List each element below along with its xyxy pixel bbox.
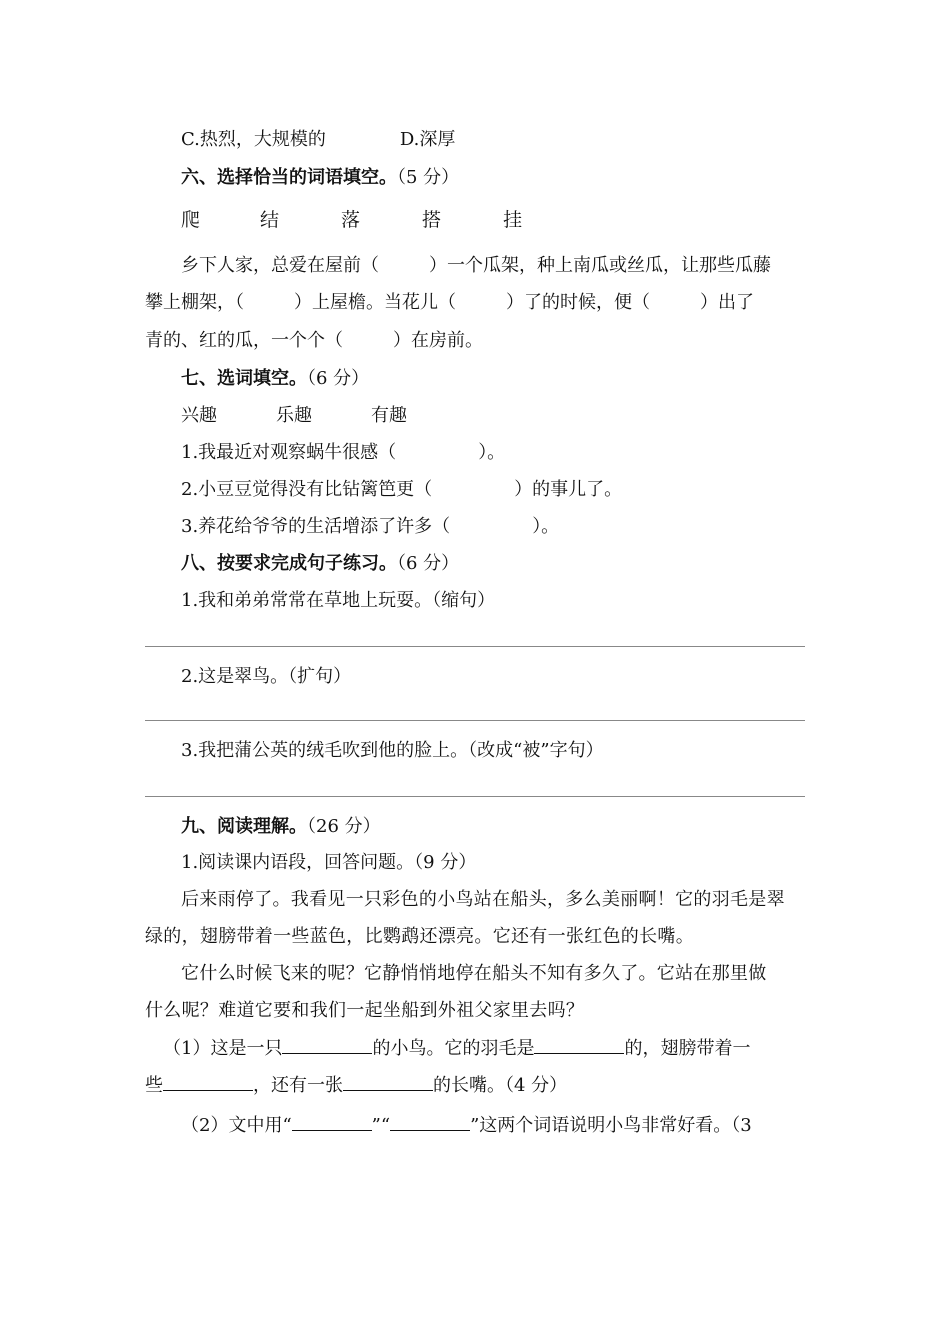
- reading-question-1-line-1: [163, 1035, 750, 1062]
- question-text: 的小鸟。它的羽毛是: [372, 1038, 535, 1059]
- underline-blank[interactable]: [282, 1035, 372, 1054]
- question-text: 的长嘴。（4 分）: [433, 1075, 568, 1096]
- passage-text: ）一个瓜架，种上南瓜或丝瓜，让那些瓜藤: [429, 255, 771, 276]
- passage-text: ）出了: [700, 292, 754, 313]
- reading-question-1-line-2: [145, 1072, 567, 1099]
- question-text: 1.我最近对观察蜗牛很感（: [181, 442, 397, 463]
- underline-blank[interactable]: [292, 1112, 372, 1131]
- section-7-word-bank: [181, 403, 407, 429]
- option-d: D.深厚: [399, 129, 456, 150]
- section-9-score: （26 分）: [307, 816, 381, 837]
- passage-text: 攀上棚架，（: [145, 292, 244, 313]
- section-6-score: （5 分）: [397, 167, 460, 188]
- section-9-title: 九、阅读理解。: [181, 816, 307, 837]
- section-7-score: （6 分）: [307, 368, 370, 389]
- passage-text: 乡下人家，总爱在屋前（: [181, 255, 379, 276]
- word-bank-item: 兴趣: [181, 405, 217, 426]
- section-6-word-bank: [181, 207, 522, 233]
- word-bank-item: 有趣: [371, 405, 407, 426]
- section-7-title: 七、选词填空。: [181, 368, 307, 389]
- section-6-passage-line-1: [181, 253, 771, 279]
- option-c: C.热烈，大规模的: [181, 129, 326, 150]
- section-6-heading: [181, 165, 459, 191]
- question-text: 的，翅膀带着一: [624, 1038, 751, 1059]
- answer-line[interactable]: [145, 646, 805, 647]
- section-7-question-2: [181, 477, 622, 503]
- word-bank-item: 落: [341, 209, 361, 231]
- reading-passage-line: 它什么时候飞来的呢？它静悄悄地停在船头不知有多久了。它站在那里做: [181, 963, 767, 984]
- question-text: ）。: [532, 516, 560, 537]
- passage-text: ）了的时候，便（: [506, 292, 650, 313]
- word-bank-item: 爬: [181, 209, 201, 231]
- section-7-heading: [181, 366, 369, 392]
- word-bank-item: 乐趣: [276, 405, 312, 426]
- underline-blank[interactable]: [163, 1072, 253, 1091]
- section-8-question-3: 3.我把蒲公英的绒毛吹到他的脸上。（改成“被”字句）: [181, 740, 604, 761]
- question-text: 2.小豆豆觉得没有比钻篱笆更（: [181, 479, 433, 500]
- underline-blank[interactable]: [390, 1112, 470, 1131]
- section-6-passage-line-3: [145, 328, 483, 354]
- section-9-heading: [181, 814, 381, 840]
- section-7-question-3: [181, 514, 559, 540]
- underline-blank[interactable]: [343, 1072, 433, 1091]
- section-7-question-1: [181, 440, 505, 466]
- passage-text: 青的、红的瓜，一个个（: [145, 330, 343, 351]
- reading-passage-line: 绿的，翅膀带着一些蓝色，比鹦鹉还漂亮。它还有一张红色的长嘴。: [145, 926, 694, 947]
- section-8-question-2: 2.这是翠鸟。（扩句）: [181, 666, 352, 687]
- question-text: （1）这是一只: [163, 1038, 283, 1059]
- question-text: 些: [145, 1075, 163, 1096]
- word-bank-item: 结: [260, 209, 280, 231]
- underline-blank[interactable]: [534, 1035, 624, 1054]
- option-c-d-row: [181, 127, 455, 153]
- question-text: ，还有一张: [253, 1075, 343, 1096]
- word-bank-item: 搭: [422, 209, 442, 231]
- reading-passage-line: 后来雨停了。我看见一只彩色的小鸟站在船头，多么美丽啊！它的羽毛是翠: [181, 889, 785, 910]
- passage-text: ）上屋檐。当花儿（: [294, 292, 456, 313]
- section-8-heading: [181, 551, 459, 577]
- section-8-title: 八、按要求完成句子练习。: [181, 553, 397, 574]
- question-text: ）的事儿了。: [514, 479, 623, 500]
- section-9-subquestion-1: 1.阅读课内语段，回答问题。（9 分）: [181, 852, 477, 873]
- question-text: ）。: [478, 442, 506, 463]
- reading-question-2: [181, 1112, 752, 1139]
- section-8-question-1: 1.我和弟弟常常在草地上玩耍。（缩句）: [181, 590, 496, 611]
- section-8-score: （6 分）: [397, 553, 460, 574]
- answer-line[interactable]: [145, 796, 805, 797]
- word-bank-item: 挂: [503, 209, 523, 231]
- question-text: （2）文中用“: [181, 1115, 292, 1136]
- section-6-title: 六、选择恰当的词语填空。: [181, 167, 397, 188]
- section-6-passage-line-2: [145, 290, 754, 316]
- question-text: ”“: [371, 1115, 391, 1136]
- passage-text: ）在房前。: [393, 330, 483, 351]
- answer-line[interactable]: [145, 720, 805, 721]
- question-text: ”这两个词语说明小鸟非常好看。（3: [470, 1115, 752, 1136]
- question-text: 3.养花给爷爷的生活增添了许多（: [181, 516, 451, 537]
- reading-passage-line: 什么呢？难道它要和我们一起坐船到外祖父家里去吗？: [145, 1000, 585, 1021]
